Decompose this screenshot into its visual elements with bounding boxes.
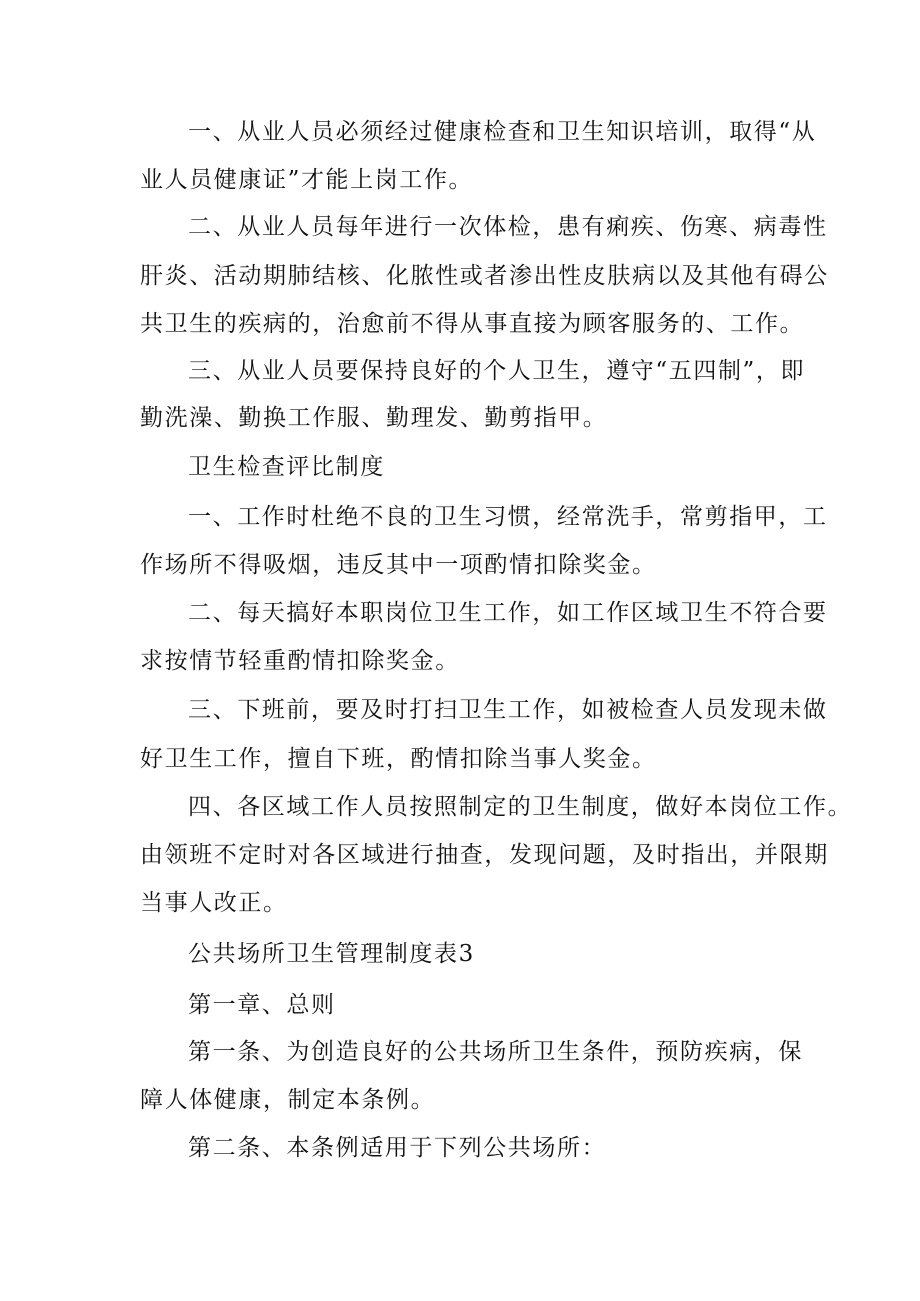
paragraph-line: 肝炎、活动期肺结核、化脓性或者渗出性皮肤病以及其他有碍公 <box>140 263 829 289</box>
paragraph-line: 二、从业人员每年进行一次体检，患有痢疾、伤寒、病毒性 <box>188 214 828 240</box>
paragraph-line: 求按情节轻重酌情扣除奖金。 <box>140 648 460 674</box>
paragraph-line: 一、从业人员必须经过健康检查和卫生知识培训，取得“从 <box>188 119 817 145</box>
paragraph-line: 好卫生工作，擅自下班，酌情扣除当事人奖金。 <box>140 746 657 772</box>
paragraph-line: 四、各区域工作人员按照制定的卫生制度，做好本岗位工作。 <box>188 794 853 820</box>
chapter-heading: 第一章、总则 <box>188 992 336 1018</box>
paragraph-line: 二、每天搞好本职岗位卫生工作，如工作区域卫生不符合要 <box>188 600 828 626</box>
section-heading: 卫生检查评比制度 <box>188 454 385 480</box>
paragraph-line: 共卫生的疾病的，治愈前不得从事直接为顾客服务的、工作。 <box>140 311 805 337</box>
paragraph-line: 当事人改正。 <box>140 890 288 916</box>
paragraph-line: 三、从业人员要保持良好的个人卫生，遵守“五四制”，即 <box>188 358 806 384</box>
paragraph-line: 障人体健康，制定本条例。 <box>140 1087 436 1113</box>
paragraph-line: 三、下班前，要及时打扫卫生工作，如被检查人员发现未做 <box>188 697 828 723</box>
paragraph-line: 由领班不定时对各区域进行抽查，发现问题，及时指出，并限期 <box>140 842 829 868</box>
paragraph-line: 一、工作时杜绝不良的卫生习惯，经常洗手，常剪指甲，工 <box>188 504 828 530</box>
paragraph-line: 作场所不得吸烟，违反其中一项酌情扣除奖金。 <box>140 552 657 578</box>
paragraph-line: 第二条、本条例适用于下列公共场所： <box>188 1135 607 1161</box>
paragraph-line: 第一条、为创造良好的公共场所卫生条件，预防疾病，保 <box>188 1039 803 1065</box>
section-heading: 公共场所卫生管理制度表3 <box>188 941 475 967</box>
paragraph-line: 业人员健康证”才能上岗工作。 <box>140 167 474 193</box>
paragraph-line: 勤洗澡、勤换工作服、勤理发、勤剪指甲。 <box>140 405 608 431</box>
